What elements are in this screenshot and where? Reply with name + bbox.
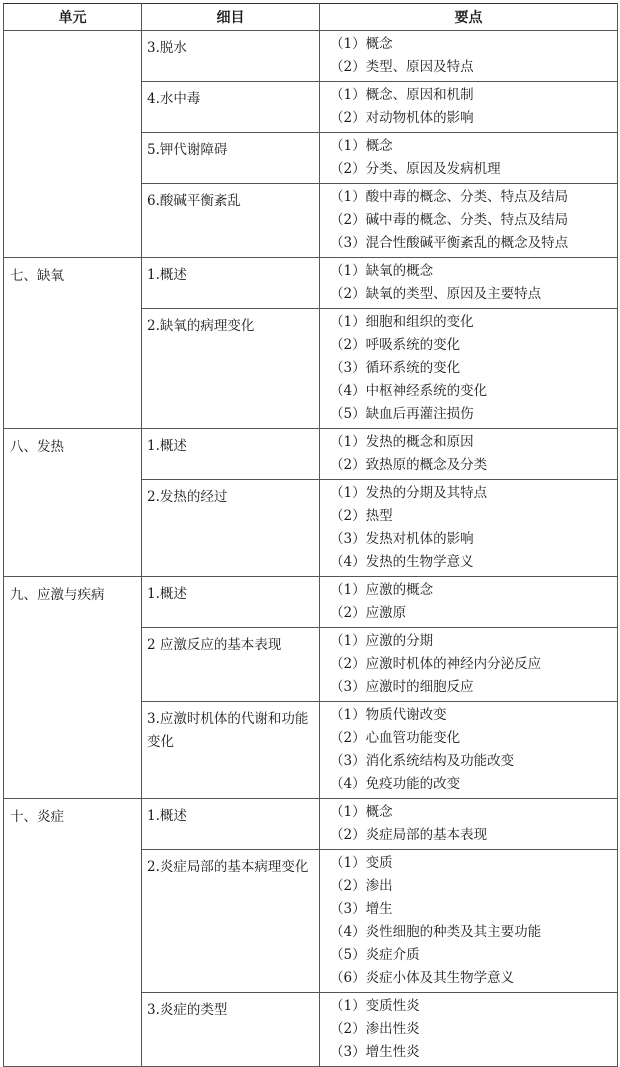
item-cell: 1.概述 (142, 429, 320, 480)
point-item: （2）碱中毒的概念、分类、特点及结局 (330, 212, 569, 228)
point-item: （3）发热对机体的影响 (330, 531, 474, 547)
point-item: （6）炎症小体及其生物学意义 (330, 970, 515, 986)
point-item: （5）缺血后再灌注损伤 (330, 406, 474, 422)
point-item: （2）缺氧的类型、原因及主要特点 (330, 286, 542, 302)
points-cell (320, 258, 618, 309)
unit-cell: 七、缺氧 (4, 258, 142, 429)
point-item: （1）变质性炎 (330, 998, 420, 1014)
point-item: （1）变质 (330, 855, 393, 871)
point-item: （1）概念、原因和机制 (330, 87, 474, 103)
point-item: （2）对动物机体的影响 (330, 110, 474, 126)
points-cell (320, 429, 618, 480)
table-body (4, 31, 618, 1067)
point-item: （3）增生 (330, 901, 393, 917)
point-item: （1）发热的分期及其特点 (330, 485, 488, 501)
table-row (4, 577, 618, 628)
item-cell: 2.缺氧的病理变化 (142, 309, 320, 429)
point-item: （2）炎症局部的基本表现 (330, 827, 488, 843)
points-cell (320, 628, 618, 702)
item-cell: 5.钾代谢障碍 (142, 133, 320, 184)
point-item: （4）炎性细胞的种类及其主要功能 (330, 924, 542, 940)
point-item: （2）渗出性炎 (330, 1021, 420, 1037)
table-row (4, 799, 618, 850)
point-item: （4）中枢神经系统的变化 (330, 383, 488, 399)
points-cell (320, 577, 618, 628)
item-cell: 4.水中毒 (142, 82, 320, 133)
header-points: 要点 (320, 4, 618, 31)
header-item: 细目 (142, 4, 320, 31)
item-cell: 2.炎症局部的基本病理变化 (142, 850, 320, 993)
point-item: （3）消化系统结构及功能改变 (330, 753, 515, 769)
point-item: （4）发热的生物学意义 (330, 554, 474, 570)
points-cell (320, 993, 618, 1067)
points-cell (320, 184, 618, 258)
point-item: （2）心血管功能变化 (330, 730, 461, 746)
point-item: （3）循环系统的变化 (330, 360, 461, 376)
point-item: （2）应激时机体的神经内分泌反应 (330, 656, 542, 672)
unit-cell (4, 31, 142, 258)
point-item: （1）应激的分期 (330, 633, 434, 649)
table-row (4, 429, 618, 480)
point-item: （2）分类、原因及发病机理 (330, 161, 501, 177)
point-item: （1）酸中毒的概念、分类、特点及结局 (330, 189, 569, 205)
point-item: （5）炎症介质 (330, 947, 420, 963)
points-cell (320, 480, 618, 577)
points-cell (320, 82, 618, 133)
point-item: （2）热型 (330, 508, 393, 524)
points-cell (320, 133, 618, 184)
table-row (4, 31, 618, 82)
points-cell (320, 31, 618, 82)
points-cell (320, 850, 618, 993)
point-item: （3）混合性酸碱平衡紊乱的概念及特点 (330, 235, 569, 251)
item-cell: 6.酸碱平衡紊乱 (142, 184, 320, 258)
item-cell: 2.发热的经过 (142, 480, 320, 577)
point-item: （2）类型、原因及特点 (330, 59, 474, 75)
point-item: （3）应激时的细胞反应 (330, 679, 474, 695)
point-item: （1）概念 (330, 138, 393, 154)
point-item: （2）渗出 (330, 878, 393, 894)
header-unit: 单元 (4, 4, 142, 31)
syllabus-table (3, 3, 618, 1067)
point-item: （3）增生性炎 (330, 1044, 420, 1060)
point-item: （1）应激的概念 (330, 582, 434, 598)
header-row (4, 4, 618, 31)
item-cell: 1.概述 (142, 799, 320, 850)
item-cell: 3.应激时机体的代谢和功能变化 (142, 702, 320, 799)
points-cell (320, 702, 618, 799)
item-cell: 3.脱水 (142, 31, 320, 82)
unit-cell: 八、发热 (4, 429, 142, 577)
point-item: （2）呼吸系统的变化 (330, 337, 461, 353)
item-cell: 3.炎症的类型 (142, 993, 320, 1067)
point-item: （2）应激原 (330, 605, 407, 621)
item-cell: 1.概述 (142, 577, 320, 628)
point-item: （1）概念 (330, 36, 393, 52)
table-row (4, 258, 618, 309)
point-item: （1）概念 (330, 804, 393, 820)
point-item: （1）物质代谢改变 (330, 707, 447, 723)
item-cell: 1.概述 (142, 258, 320, 309)
point-item: （1）发热的概念和原因 (330, 434, 474, 450)
points-cell (320, 309, 618, 429)
item-cell: 2 应激反应的基本表现 (142, 628, 320, 702)
point-item: （1）细胞和组织的变化 (330, 314, 474, 330)
point-item: （4）免疫功能的改变 (330, 776, 461, 792)
point-item: （2）致热原的概念及分类 (330, 457, 488, 473)
unit-cell: 九、应激与疾病 (4, 577, 142, 799)
point-item: （1）缺氧的概念 (330, 263, 434, 279)
unit-cell: 十、炎症 (4, 799, 142, 1067)
points-cell (320, 799, 618, 850)
